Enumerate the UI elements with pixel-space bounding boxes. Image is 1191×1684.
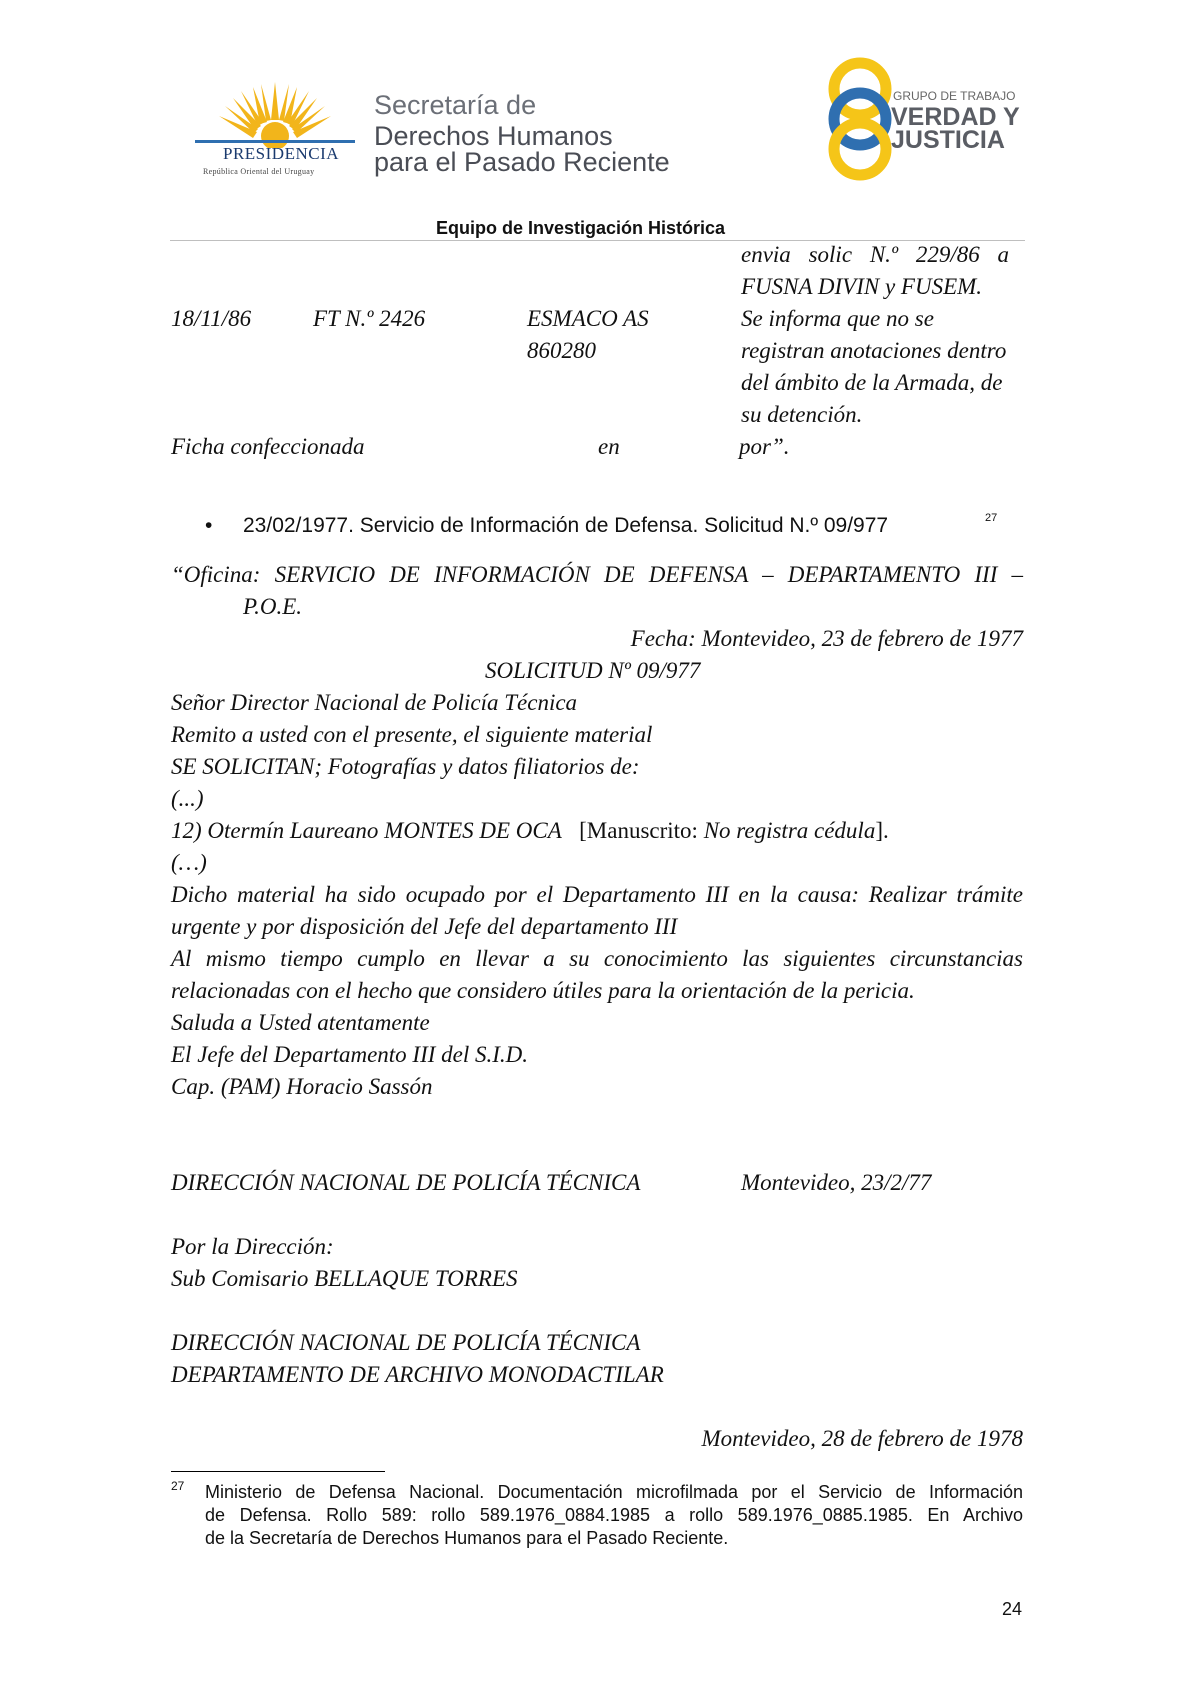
ficha-b: en <box>598 434 620 459</box>
se-solicitan-line: SE SOLICITAN; Fotografías y datos filiatorios de: <box>171 754 640 779</box>
bullet-text: 23/02/1977. Servicio de Información de Defensa. Solicitud N.º 09/977 <box>243 514 889 537</box>
sun-icon <box>195 78 355 148</box>
ellipsis-2: (…) <box>171 850 207 875</box>
secretaria-line-1: Secretaría de <box>374 90 537 120</box>
presidencia-name: PRESIDENCIA <box>223 144 340 163</box>
remito-line: Remito a usted con el presente, el siguiente material <box>171 722 653 747</box>
table-cont-line-2: FUSNA DIVIN y FUSEM. <box>741 274 983 299</box>
footnote-number: 27 <box>171 1479 185 1493</box>
item-12-line <box>171 818 889 844</box>
ellipsis-1: (...) <box>171 786 204 811</box>
grupo-trabajo-line-1: GRUPO DE TRABAJO <box>893 89 1016 103</box>
dnpt-line-2: DIRECCIÓN NACIONAL DE POLICÍA TÉCNICA <box>171 1330 641 1355</box>
signature-line: Cap. (PAM) Horacio Sassón <box>171 1074 433 1099</box>
dicho-line-2: urgente y por disposición del Jefe del departamento III <box>171 914 678 939</box>
row-desc-4: su detención. <box>741 402 863 427</box>
manuscrito-text: No registra cédula <box>703 818 876 843</box>
montevideo-date-1: Montevideo, 23/2/77 <box>741 1170 932 1195</box>
saluda-line: Saluda a Usted atentamente <box>171 1010 430 1035</box>
row-esmaco-2: 860280 <box>527 338 596 363</box>
row-desc-3: del ámbito de la Armada, de <box>741 370 1003 395</box>
secretaria-line-2: Derechos Humanos <box>374 121 613 151</box>
team-heading: Equipo de Investigación Histórica <box>436 218 726 238</box>
dicho-line-1: Dicho material ha sido ocupado por el Departamento III en la causa: Realizar trámite <box>171 882 1023 907</box>
footnote-line-1: Ministerio de Defensa Nacional. Documentación microfilmada por el Servicio de Información <box>205 1482 1023 1502</box>
al-mismo-line-2: relacionadas con el hecho que considero útiles para la orientación de la pericia. <box>171 978 915 1003</box>
footnote-line-3: de la Secretaría de Derechos Humanos para el Pasado Reciente. <box>205 1528 729 1548</box>
header-rule <box>170 240 1025 241</box>
grupo-trabajo-logo <box>820 55 900 183</box>
manuscrito-close: ]. <box>875 818 889 843</box>
sub-comisario-line: Sub Comisario BELLAQUE TORRES <box>171 1266 518 1291</box>
fecha-line: Fecha: Montevideo, 23 de febrero de 1977 <box>630 626 1023 651</box>
presidencia-logo <box>195 78 355 178</box>
jefe-line: El Jefe del Departamento III del S.I.D. <box>171 1042 529 1067</box>
senor-line: Señor Director Nacional de Policía Técnica <box>171 690 578 715</box>
row-desc-1: Se informa que no se <box>741 306 934 331</box>
item-12-name: 12) Otermín Laureano MONTES DE OCA <box>171 818 562 843</box>
bullet-dot-icon: • <box>205 514 213 537</box>
ficha-a: Ficha confeccionada <box>171 434 365 459</box>
row-desc-2: registran anotaciones dentro <box>741 338 1007 363</box>
manuscrito-note <box>579 818 889 843</box>
table-cont-line-1: envia solic N.º 229/86 a <box>741 242 1009 267</box>
presidencia-subtitle: República Oriental del Uruguay <box>203 167 315 176</box>
dnpt-line-1: DIRECCIÓN NACIONAL DE POLICÍA TÉCNICA <box>171 1170 641 1195</box>
footnote-line-2: de Defensa. Rollo 589: rollo 589.1976_0884.1985 a rollo 589.1976_0885.1985. En Archivo <box>205 1505 1023 1525</box>
oficina-line-2: P.O.E. <box>243 594 302 619</box>
row-ft-number: FT N.º 2426 <box>313 306 426 331</box>
montevideo-date-2: Montevideo, 28 de febrero de 1978 <box>701 1426 1023 1451</box>
grupo-trabajo-line-2: VERDAD Y <box>891 103 1020 131</box>
interlocking-rings-icon <box>820 55 900 183</box>
secretaria-line-3: para el Pasado Reciente <box>374 147 670 177</box>
row-date: 18/11/86 <box>171 306 252 331</box>
archivo-line: DEPARTAMENTO DE ARCHIVO MONODACTILAR <box>171 1362 664 1387</box>
oficina-line-1: “Oficina: SERVICIO DE INFORMACIÓN DE DEFENSA – DEPARTAMENTO III – <box>171 562 1023 587</box>
page-number: 24 <box>1002 1599 1023 1619</box>
por-la-direccion-line: Por la Dirección: <box>171 1234 334 1259</box>
al-mismo-line-1: Al mismo tiempo cumplo en llevar a su conocimiento las siguientes circunstancias <box>171 946 1023 971</box>
ficha-c: por”. <box>739 434 790 459</box>
grupo-trabajo-line-3: JUSTICIA <box>891 126 1005 154</box>
row-esmaco-1: ESMACO AS <box>527 306 649 331</box>
footnote-ref: 27 <box>985 512 998 524</box>
footnote-rule <box>171 1471 385 1472</box>
manuscrito-open: [Manuscrito: <box>579 818 704 843</box>
solicitud-heading: SOLICITUD Nº 09/977 <box>485 658 701 683</box>
